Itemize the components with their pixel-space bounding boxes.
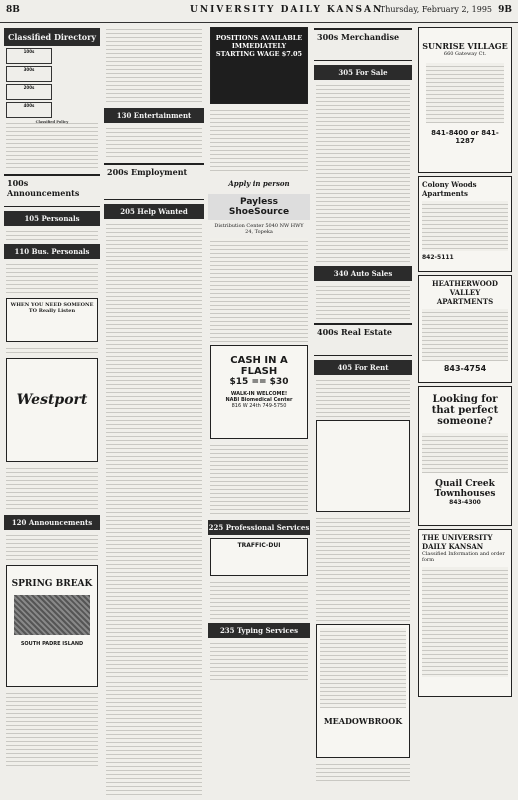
- apartments-text: [316, 515, 410, 595]
- really-listen-ad: [6, 298, 98, 342]
- merchandise-label: 300s Merchandise: [317, 32, 400, 42]
- merchandise-icon: 300s: [6, 66, 52, 82]
- column-2: [104, 24, 204, 796]
- nabi-name: NABI Biomedical Center: [225, 397, 293, 403]
- entertainment-header: 130 Entertainment: [104, 108, 204, 123]
- spring-break-heading: SPRING BREAK: [11, 579, 93, 589]
- sunrise-heading: SUNRISE VILLAGE: [422, 41, 508, 51]
- for-rent-listings: [316, 377, 410, 417]
- announcements-120-text: [6, 532, 98, 562]
- page-number-left: 8B: [6, 5, 20, 15]
- meadowbrook-features: [320, 628, 406, 708]
- walk-in-welcome: WALK-IN WELCOME!: [230, 391, 288, 397]
- directory-icons: [6, 48, 98, 118]
- classified-directory-title: Classified Directory: [4, 28, 100, 46]
- page-header: [0, 0, 518, 23]
- quail-features: [422, 433, 508, 473]
- cash-in-a-flash-ad: [210, 345, 308, 439]
- spring-break-ad: [6, 565, 98, 687]
- meadowbrook-ad: [316, 624, 410, 758]
- real-estate-icon: 400s: [6, 102, 52, 118]
- personals-header: 105 Personals: [4, 211, 100, 226]
- sunrise-village-ad: [418, 27, 512, 173]
- issue-date: Thursday, February 2, 1995: [379, 5, 492, 14]
- classified-text-block-2: [6, 465, 98, 511]
- kansan-order-form[interactable]: [418, 529, 512, 697]
- westport-logo: Westport: [16, 392, 88, 408]
- for-rent-header: 405 For Rent: [314, 360, 412, 375]
- merchandise-header: [314, 28, 412, 61]
- announcements-header: [4, 174, 100, 207]
- sunrise-phone: 841-8400 or 841-1287: [431, 129, 499, 145]
- typing-services-header: 235 Typing Services: [208, 623, 310, 638]
- column-5: [416, 24, 514, 796]
- auto-sales-header: 340 Auto Sales: [314, 266, 412, 281]
- spring-break-image: [14, 595, 90, 635]
- colony-features: [422, 201, 508, 251]
- colony-woods-heading: Colony Woods Apartments: [422, 180, 477, 198]
- help-wanted-text: [210, 238, 308, 342]
- heatherwood-ad: [418, 275, 512, 383]
- quail-question: Looking for that perfect someone?: [431, 394, 499, 427]
- professional-services-text: [210, 579, 308, 619]
- traffic-dui-ad: [210, 538, 308, 576]
- for-rent-listings-2: [316, 597, 410, 621]
- spring-break-listing: [106, 26, 202, 104]
- business-personals-text: [6, 261, 98, 295]
- column-3: [208, 24, 310, 796]
- quail-name: Quail Creek Townhouses: [434, 479, 496, 499]
- entertainment-text: [106, 125, 202, 159]
- real-estate-label: 400s Real Estate: [317, 327, 392, 337]
- colony-woods-ad: [418, 176, 512, 272]
- positions-available-ad: [210, 27, 308, 104]
- classified-text-block-3: [6, 690, 98, 766]
- quail-creek-ad: [418, 386, 512, 526]
- classified-policy-heading: Classified Policy: [35, 120, 69, 124]
- westport-ad: [6, 358, 98, 462]
- nabi-phone: 816 W 24th 749-5750: [231, 403, 287, 409]
- positions-text: POSITIONS AVAILABLE IMMEDIATELY STARTING WAGE $7.05: [215, 34, 303, 58]
- announcements-label: 100s Announcements: [7, 178, 80, 198]
- apartments-features-ad: [316, 420, 410, 512]
- auto-sales-listings: [316, 283, 410, 319]
- payless-logo: Payless ShoeSource: [208, 194, 310, 220]
- classified-policy: [6, 120, 98, 170]
- for-sale-header: 305 For Sale: [314, 65, 412, 80]
- kansan-title: THE UNIVERSITY DAILY KANSAN: [422, 533, 493, 551]
- personals-text: [6, 228, 98, 240]
- colony-phone: 842-5111: [422, 254, 454, 261]
- page-number-right: 9B: [498, 5, 512, 15]
- distribution-center: Distribution Center 5040 NW HWY 24, Topeka: [214, 223, 304, 235]
- real-estate-header: [314, 323, 412, 356]
- heatherwood-heading: HEATHERWOOD VALLEY APARTMENTS: [432, 279, 498, 306]
- for-sale-listings: [316, 82, 410, 262]
- newspaper-title: UNIVERSITY DAILY KANSAN: [190, 5, 384, 15]
- employment-icon: 200s: [6, 84, 52, 100]
- announcements-120-header: 120 Announcements: [4, 515, 100, 530]
- help-wanted-text-2: [210, 442, 308, 516]
- sunrise-features: [426, 63, 504, 123]
- employment-label: 200s Employment: [107, 167, 188, 177]
- heatherwood-features: [422, 309, 508, 361]
- typing-services-text: [210, 640, 308, 680]
- for-rent-listings-3: [316, 761, 410, 781]
- announcements-icon: 100s: [6, 48, 52, 64]
- meadowbrook-logo: MEADOWBROOK: [323, 716, 403, 726]
- order-form-lines[interactable]: [422, 567, 508, 677]
- professional-services-header: 225 Professional Services: [208, 520, 310, 535]
- help-wanted-header: 205 Help Wanted: [104, 204, 204, 219]
- classified-text-block: [6, 345, 98, 355]
- heatherwood-phone: 843-4754: [443, 364, 487, 373]
- column-4: [314, 24, 412, 796]
- really-listen-heading: WHEN YOU NEED SOMEONE TO Really Listen: [10, 302, 94, 314]
- south-padre-label: SOUTH PADRE ISLAND: [20, 641, 84, 647]
- cash-amount: $15 == $30: [229, 377, 289, 387]
- cash-heading: CASH IN A FLASH: [230, 355, 288, 377]
- column-1: [4, 24, 100, 796]
- employment-header: [104, 163, 204, 200]
- apply-in-person: Apply in person: [228, 179, 290, 188]
- traffic-dui-heading: TRAFFIC-DUI: [237, 542, 281, 549]
- help-wanted-listings-2: [106, 679, 202, 796]
- positions-bullets: [210, 107, 308, 173]
- kansan-subtitle: Classified Information and order form: [422, 551, 505, 563]
- quail-phone: 843-4300: [449, 499, 481, 506]
- sunrise-address: 660 Gateway Ct.: [443, 51, 487, 57]
- business-personals-header: 110 Bus. Personals: [4, 244, 100, 259]
- help-wanted-listings: [106, 221, 202, 677]
